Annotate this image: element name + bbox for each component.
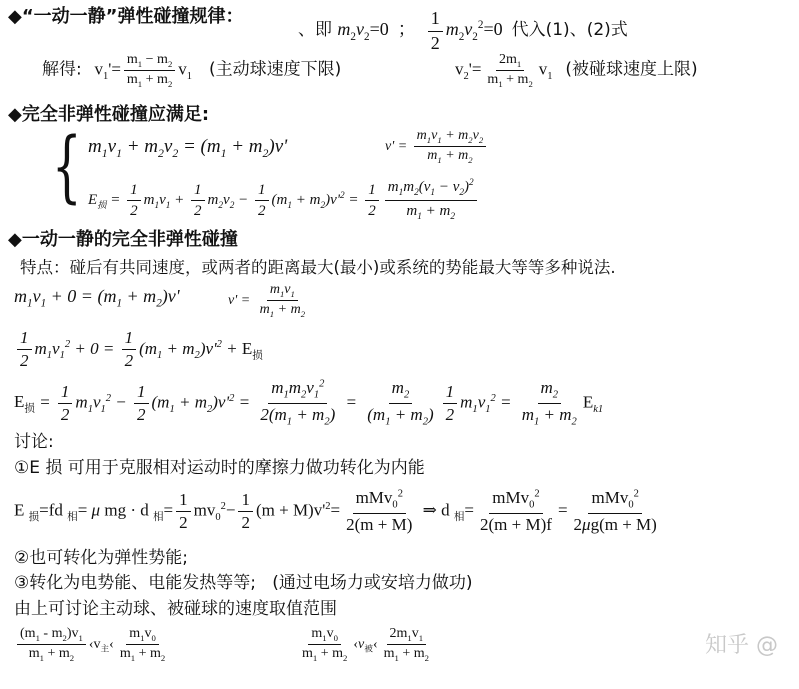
energy-loss-equation: $E_损$ = $\frac{1}{2}$ $m_1v_1$ + $\frac{1}{2}$ $m_2v_2$ − $\frac{1}{2}$ $(m_1 + m_2)v'^2$ = $\frac{1}{2}$ $\frac{m_1m_2(v_1 - v_2)^2}{m_1 + m_2}$ <box>88 178 480 223</box>
common-velocity-equation: v' = $\frac{m_1v_1 + m_2v_2}{m_1 + m_2}$ <box>385 128 489 165</box>
discuss-item-1: ①E 损 可用于克服相对运动时的摩擦力做功转化为内能 <box>14 458 425 478</box>
friction-work-equation: E $_损$=fd $_相$= μ mg · d $_相$= $\frac{1}{2}$ $mv_0^2-$ $\frac{1}{2}$ $(m + M)v'^2=$ $\frac{mMv_0^2}{2(m + M)}$ ⇒ d $_相$= $\frac{mMv_0^2}{2(m + M)f}$ = $\frac{mMv_0^2}{2\mu g(m + M)}$ <box>14 488 657 535</box>
feature-text: 特点：碰后有共同速度，或两者的距离最大(最小)或系统的势能最大等等多种说法. <box>20 258 616 277</box>
energy-loss-equation-2: $E_损$ = $\frac{1}{2}$ $m_1v_1^2$ − $\frac{1}{2}$ $(m_1 + m_2)v'^2$ = $\frac{m_1m_2v_1^2}{2(m_1 + m_2)}$ = $\frac{m_2}{(m_1 + m_2)}$ $\frac{1}{2}$ $m_1v_1^2$ = $\frac{m_2}{m_1 + m_2}$ $E_{k1}$ <box>14 378 604 428</box>
discuss-item-3 <box>14 573 472 593</box>
v2-note: (被碰球速度上限) <box>565 59 698 80</box>
solution-line-2: $v_2'=$ $\frac{2m_1}{m_1 + m_2}$ $v_1$ (被碰球速度上限) <box>455 52 698 90</box>
energy-equation-2: $\frac{1}{2}$ $m_1v_1^2 + 0$ = $\frac{1}{2}$ $(m_1 + m_2)v'^2 + E_损$ <box>14 328 263 372</box>
heading-elastic-title: “一动一静”弹性碰撞规律： <box>21 6 244 27</box>
hit-ball-range: $\frac{m_1v_0}{m_1 + m_2}$ $‹v_被‹$ $\frac{2m_1v_1}{m_1 + m_2}$ <box>302 626 429 664</box>
heading-elastic-rule <box>8 6 244 28</box>
discuss-item-2: ②也可转化为弹性势能; <box>14 548 188 568</box>
elastic-rule-condition: 、即 $m_2v_2=0$ ； $\frac{1}{2}$ $m_2v_2^2=0$ 代入(1)、(2)式 <box>298 8 628 53</box>
solution-line: 解得: $v_1'=$ $\frac{m_1 - m_2}{m_1 + m_2}$ $v_1$ (主动球速度下限) <box>42 52 342 90</box>
zhihu-watermark: 知乎 @ <box>705 633 778 658</box>
heading-one-moving-inelastic: ◆一动一静的完全非弹性碰撞 <box>8 229 238 250</box>
momentum-equation: $m_1v_1 + m_2v_2 = (m_1 + m_2)v'$ <box>88 136 288 160</box>
left-brace: { <box>51 122 82 212</box>
solve-label: 解得: <box>42 59 82 80</box>
v1-note: (主动球速度下限) <box>209 59 342 80</box>
active-ball-range: $\frac{(m_1 - m_2)v_1}{m_1 + m_2}$ $‹v_主‹$ $\frac{m_1v_0}{m_1 + m_2}$ <box>14 626 171 663</box>
discuss-label: 讨论: <box>14 432 54 452</box>
bullet-diamond-icon: ◆ <box>8 6 22 27</box>
discuss-item-4: 由上可讨论主动球、被碰球的速度取值范围 <box>14 599 337 619</box>
momentum-equation-2: $m_1v_1 + 0 = (m_1 + m_2)v'$ <box>14 286 180 310</box>
discuss-item-3-note: (通过电场力或安培力做功) <box>272 573 473 593</box>
discuss-item-3-text: ③转化为电势能、电能发热等等; <box>14 573 256 593</box>
heading-inelastic-conditions: ◆完全非弹性碰撞应满足: <box>8 104 210 125</box>
common-velocity-2: v' = $\frac{m_1v_1}{m_1 + m_2}$ <box>228 282 306 320</box>
